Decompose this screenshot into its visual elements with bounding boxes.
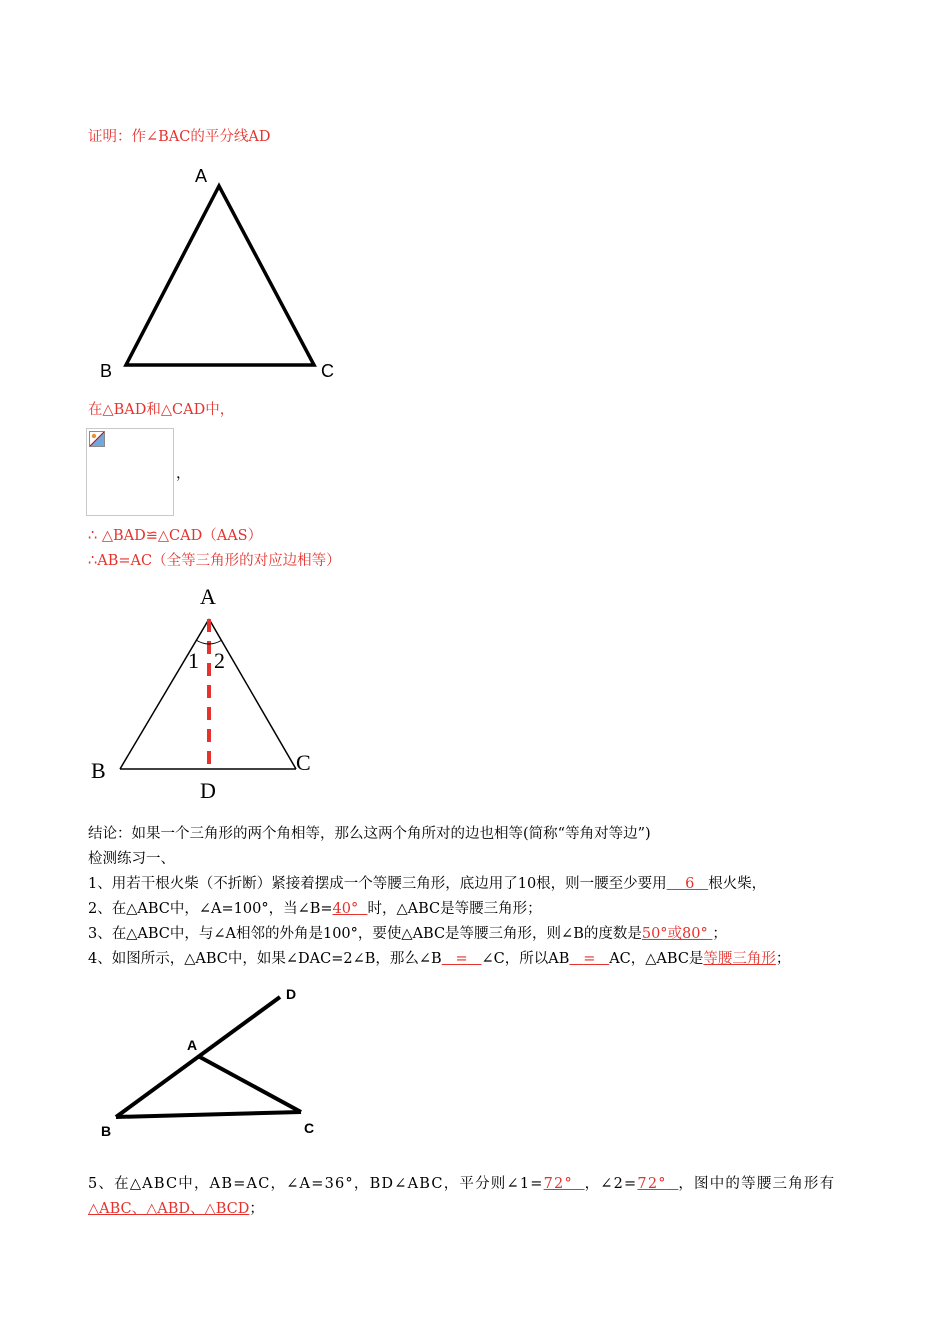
vertex-label-b: B — [100, 361, 113, 381]
question-5-tail: ； — [249, 1201, 264, 1217]
exterior-angle-figure — [88, 982, 348, 1152]
triangle-figure-1 — [88, 160, 358, 385]
vertex-label-b: B — [91, 758, 106, 783]
question-2-text: 2、在△ABC中，∠A=100°，当∠B= — [88, 901, 333, 917]
question-5-continued — [88, 1199, 264, 1219]
question-2 — [88, 899, 542, 919]
broken-image-icon — [89, 431, 105, 447]
question-5-text-b: ，∠2= — [584, 1176, 638, 1192]
question-4 — [88, 949, 790, 969]
question-3-answer: 50°或80° — [641, 926, 708, 942]
question-4-text-c: AC，△ABC是 — [609, 951, 704, 967]
question-3 — [88, 924, 727, 944]
vertex-label-a: A — [195, 166, 208, 186]
proof-in-triangles: 在△BAD和△CAD中， — [88, 402, 235, 418]
question-2-answer: 40° — [332, 901, 359, 917]
question-3-text: 3、在△ABC中，与∠A相邻的外角是100°，要使△ABC是等腰三角形，则∠B的度数是 — [88, 926, 642, 942]
vertex-label-c: C — [296, 750, 311, 775]
question-4-answer-a: = — [455, 951, 468, 967]
question-4-answer-b: = — [583, 951, 596, 967]
vertex-label-a: A — [200, 584, 216, 609]
question-4-tail: ； — [775, 951, 791, 967]
proof-conclusion-equal: ∴AB=AC（全等三角形的对应边相等） — [88, 553, 341, 569]
triangle-bisector-figure — [88, 582, 328, 807]
question-2-tail: 时，△ABC是等腰三角形； — [367, 901, 542, 917]
vertex-label-d: D — [200, 778, 216, 803]
exercise-heading: 检测练习一、 — [88, 851, 175, 867]
question-5-text-c: ，图中的等腰三角形有 — [678, 1176, 836, 1192]
broken-image-placeholder — [86, 428, 174, 516]
question-5-answer-c: △ABC、△ABD、△BCD — [88, 1201, 250, 1217]
question-3-tail: ； — [712, 926, 727, 942]
proof-intro: 证明：作∠BAC的平分线AD — [88, 129, 271, 145]
question-4-text-b: ∠C，所以AB — [481, 951, 570, 967]
vertex-label-a: A — [187, 1037, 198, 1053]
question-1-text: 1、用若干根火柴（不折断）紧接着摆成一个等腰三角形，底边用了10根，则一腰至少要用 — [88, 876, 667, 892]
question-5-answer-a: 72° — [543, 1176, 573, 1192]
question-1 — [88, 874, 766, 894]
question-5-answer-b: 72° — [637, 1176, 667, 1192]
conclusion-text: 结论：如果一个三角形的两个角相等，那么这两个角所对的边也相等(简称“等角对等边”) — [88, 826, 651, 842]
question-4-text-a: 4、如图所示，△ABC中，如果∠DAC=2∠B，那么∠B — [88, 951, 442, 967]
vertex-label-b: B — [101, 1123, 112, 1139]
question-5-text-a: 5、在△ABC中，AB=AC，∠A=36°，BD∠ABC，平分则∠1= — [88, 1176, 544, 1192]
question-4-answer-c: 等腰三角形 — [703, 951, 776, 967]
angle-label-1: 1 — [188, 648, 199, 673]
vertex-label-c: C — [321, 361, 334, 381]
angle-label-2: 2 — [214, 648, 225, 673]
vertex-label-c: C — [304, 1120, 315, 1136]
proof-congruence: ∴ △BAD≌△CAD（AAS） — [88, 528, 263, 544]
proof-comma: ， — [176, 466, 191, 482]
question-1-tail: 根火柴， — [708, 876, 767, 892]
question-5 — [88, 1174, 835, 1194]
question-1-answer: 6 — [685, 876, 695, 892]
vertex-label-d: D — [286, 986, 297, 1002]
